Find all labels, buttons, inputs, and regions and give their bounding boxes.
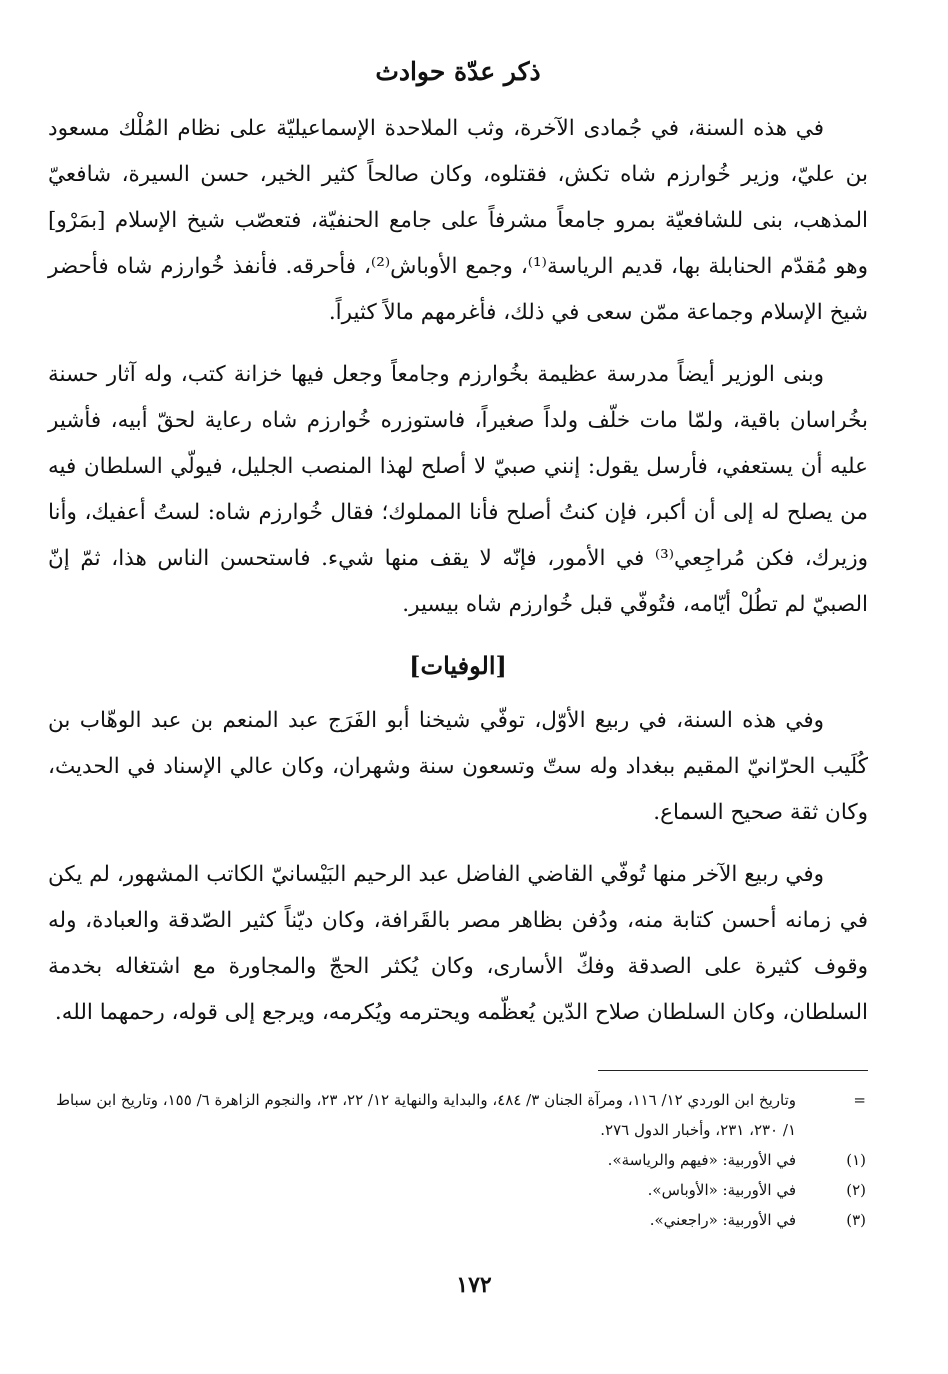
footnote-divider [598,1070,868,1071]
page-number: ١٧٢ [456,1272,492,1298]
footnote-mark: (٢) [846,1181,866,1199]
footnotes [48,1085,868,1235]
footnote-text: في الأوربية: «الأوباس». [647,1181,796,1199]
footnote-2 [48,1175,868,1205]
book-page [48,50,868,1340]
paragraph-abu-al-faraj: وفي هذه السنة، في ربيع الأوّل، توفّي شيخنا أبو الفَرَج عبد المنعم بن عبد الوهّاب بن كُلَيب الحرّانيّ المقيم ببغداد وله ستّ وتسعون سنة وشهران، وكان عالي الإسناد في الحديث، وكان ثقة صحيح السماع. [48,708,868,825]
paragraph-vizier-son: وبنى الوزير أيضاً مدرسة عظيمة بخُوارزم وجامعاً وجعل فيها خزانة كتب، وله آثار حسنة بخُراسان باقية، ولمّا مات خلّف ولداً صغيراً، فاستوزره خُوارزم شاه رعاية لحقّ أبيه، فأشير عليه أن يستعفي، فأرسل يقول: إنني صبيّ لا أصلح لهذا المنصب الجليل، فيولّي السلطان فيه من يصلح له إلى أن أكبر، فإن كنتُ أصلح فأنا المملوك؛ فقال خُوارزم شاه: لستُ أعفيك، وأنا وزيرك، فكن مُراجِعي⁽³⁾ في الأمور، فإنّه لا يقف منها شيء. فاستحسن الناس هذا، ثمّ إنّ الصبيّ لم تطُلْ أيّامه، فتُوفّي قبل خُوارزم شاه بيسير. [48,362,868,617]
footnote-mark: (٣) [846,1211,866,1229]
section-heading: ذكر عدّة حوادث [375,57,541,86]
footnote-mark: (١) [846,1151,866,1169]
footnote-text: في الأوربية: «راجعني». [649,1211,796,1229]
paragraph-nizam-al-mulk: في هذه السنة، في جُمادى الآخرة، وثب الملاحدة الإسماعيليّة على نظام المُلْك مسعود بن عليّ، وزير خُوارزم شاه تكش، فقتلوه، وكان صالحاً كثير الخير، حسن السيرة، شافعيّ المذهب، بنى للشافعيّة بمرو جامعاً مشرفاً على جامع الحنفيّة، فتعصّب شيخ الإسلام [بمَرْو] وهو مُقدّم الحنابلة بها، قديم الرياسة⁽¹⁾، وجمع الأوباش⁽²⁾، فأحرقه. فأنفذ خُوارزم شاه فأحضر شيخ الإسلام وجماعة ممّن سعى في ذلك، فأغرمهم مالاً كثيراً. [48,116,868,325]
footnote-mark: = [853,1091,866,1109]
footnote-1 [48,1145,868,1175]
footnote-3 [48,1205,868,1235]
wafayat-heading: [الوفيات] [409,651,507,680]
footnote-continuation [48,1085,868,1145]
footnote-text: في الأوربية: «فيهم والرياسة». [607,1151,796,1169]
footnote-text: وتاريخ ابن الوردي ١٢/ ١١٦، ومرآة الجنان ٣/ ٤٨٤، والبداية والنهاية ١٢/ ٢٢، ٢٣، والنجوم الزاهرة ٦/ ١٥٥، وتاريخ ابن سباط ١/ ٢٣٠، ٢٣١، وأخبار الدول ٢٧٦. [56,1091,796,1139]
paragraph-qadi-fadil: وفي ربيع الآخر منها تُوفّي القاضي الفاضل عبد الرحيم البَيْسانيّ الكاتب المشهور، لم يكن في زمانه أحسن كتابة منه، ودُفن بظاهر مصر بالقَرافة، وكان ديّناً كثير الصّدقة والعبادة، وله وقوف كثيرة على الصدقة وفكّ الأسارى، وكان يُكثر الحجّ والمجاورة مع اشتغاله بخدمة السلطان، وكان السلطان صلاح الدّين يُعظّمه ويحترمه ويُكرمه، ويرجع إلى قوله، رحمهما الله. [48,862,868,1025]
